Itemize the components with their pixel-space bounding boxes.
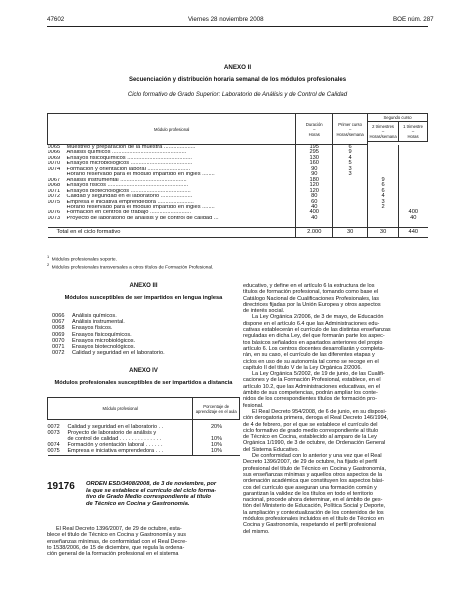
cell-hours: 40 (296, 205, 333, 210)
journal-issue: BOE núm. 287 (393, 16, 434, 23)
text-line: tivo de Grado Medio correspondiente al título (86, 494, 211, 501)
module-name-cell: 0074 Formación y orientación laboral ........................... (47, 166, 191, 172)
list-item: 0067 Análisis instrumental. (52, 319, 125, 326)
text-line: rán, en su caso, el currículo de las diferentes etapas y (243, 352, 375, 359)
text-line: la ampliación y contextualización de los contenidos de los (243, 509, 384, 516)
text-line: cativas establecerán el currículo de las distintas enseñanzas (243, 327, 391, 334)
col-two-terms: 2 trimestres – Horas/semana (368, 122, 399, 142)
cell-hours: 90 (296, 172, 333, 177)
order-title (86, 481, 242, 507)
module-name-cell: 0073 Proyecto de laboratorio de análisis y (47, 429, 157, 436)
annex3-subtitle: Módulos susceptibles de ser impartidos en lengua inglesa (64, 295, 223, 301)
text-line: El Real Decreto 954/2008, de 6 de junio, en su disposi- (252, 408, 387, 415)
annex4-subtitle: Módulos profesionales susceptibles de ser impartidos a distancia (54, 380, 233, 386)
module-name-cell: 0075 Empresa e iniciativa emprendedora ....................... (47, 199, 194, 205)
text-line: cos del currículo que aseguran una formación común y (243, 484, 377, 491)
col-one-term: 1 trimestre – Horas (399, 122, 428, 142)
text-line: blece el título de Técnico en Cocina y Gastronomía y sus (47, 532, 186, 539)
cell-first: 3 (333, 172, 368, 177)
text-line: profesional del título de Técnico en Cocina y Gastronomía, (243, 465, 386, 472)
col-module: Módulo profesional (48, 114, 296, 145)
cell-first: 9 (333, 150, 368, 155)
text-line: del Sistema Educativo. (243, 446, 299, 453)
cell-second: 4 (368, 194, 399, 199)
cell-percentage: 20% (193, 424, 240, 430)
text-line: ciclo formativo de grado medio correspondiente al título (243, 427, 379, 434)
list-item: 0070 Ensayos microbiológicos. (52, 337, 136, 344)
right-column-text (243, 283, 429, 535)
text-line: nidos de los correspondientes títulos de formación pro- (243, 396, 377, 403)
cell-percentage: 10% (193, 436, 240, 442)
text-line: artículo 10.2, que las Administraciones educativas, en el (243, 383, 380, 390)
cell-second: 6 (368, 189, 399, 194)
list-item: 0072 Calidad y seguridad en el laboratorio. (52, 350, 165, 357)
cell-hours: 400 (296, 210, 333, 215)
text-line: caciones y de la Formación Profesional, establece, en el (243, 377, 381, 384)
annex2-title: ANEXO II (223, 64, 252, 71)
module-name-cell: 0072 Calidad y seguridad en el laboratorio .................... (47, 194, 193, 200)
text-line: reguladas en dicha Ley, del que formarán parte los aspec- (243, 333, 385, 340)
text-line: Catálogo Nacional de Cualificaciones Profesionales, las (243, 295, 380, 302)
text-line: módulos profesionales incluidos en el título de Técnico en (243, 515, 384, 522)
list-item: 0068 Ensayos físicos. (52, 325, 113, 332)
cell-hours: 180 (296, 178, 333, 183)
list-item: 0071 Ensayos biotecnológicos. (52, 344, 136, 351)
module-name-cell: 0076 Formación en centros de trabajo .......................... (47, 210, 192, 216)
text-line: fesional. (243, 402, 264, 409)
text-line: del mismo. (243, 528, 270, 535)
col-percentage: Porcentaje de aprendizaje en el aula (193, 398, 240, 420)
text-line: ORDEN ESD/3408/2008, de 3 de noviembre, por (86, 481, 217, 487)
text-line: sus enseñanzas mínimas y aquellos otros aspectos de la (243, 471, 383, 478)
list-item: 0069 Ensayos fisicoquímicos. (52, 331, 132, 338)
module-name-cell: de control de calidad . . . . . . . . . . . . . . (67, 435, 162, 442)
text-line: de interés social. (243, 308, 285, 315)
text-line: La Ley Orgánica 2/2006, de 3 de mayo, de Educación (252, 314, 384, 321)
module-name-cell: 0067 Análisis instrumental .......................................... (47, 177, 187, 183)
text-line: enseñanzas mínimas, de conformidad con el Real Decre- (47, 538, 188, 545)
text-line: to 1538/2006, de 15 de diciembre, que regula la ordena- (47, 544, 185, 551)
cell-hours: 40 (296, 216, 333, 221)
cell-hours: 160 (296, 161, 333, 166)
cell-percentage: 10% (193, 448, 240, 455)
cell-hours: 295 (296, 150, 333, 155)
cell-hours: 130 (296, 156, 333, 161)
text-line: Orgánica 1/1990, de 3 de octubre, de Ordenación General (243, 440, 386, 447)
text-line: ordenación académica que constituyen los aspectos bási- (243, 478, 384, 485)
text-line: capítulo II del título V de la Ley Orgánica 2/2006. (243, 364, 362, 371)
module-name-cell: 0068 Ensayos físicos ................................................... (47, 183, 189, 189)
annex3-list (52, 313, 165, 356)
text-line: ámbito de sus competencias, podrán ampliar los conte- (243, 390, 378, 397)
text-line: dispone en el artículo 6.4 que las Administraciones edu- (243, 320, 380, 327)
annex4-title: ANEXO IV (129, 368, 158, 374)
text-line: Decreto 1396/2007, de 29 de octubre, ha fijado el perfil (243, 459, 378, 466)
cell-third: 400 (399, 210, 428, 215)
cell-second: 3 (368, 200, 399, 205)
cell-first: 5 (333, 161, 368, 166)
text-line: de Técnico en Cocina, establecido al amparo de la Ley (243, 434, 377, 441)
order-number: 19176 (47, 481, 75, 492)
text-line: ciclos en uso de su autonomía tal como se recoge en el (243, 358, 379, 365)
text-line: artículo 6. Los centros docentes desarrollarán y completa- (243, 345, 385, 352)
module-name-cell: 0071 Ensayos biotecnológicos ...................................... (47, 188, 191, 194)
module-name-cell: 0070 Ensayos microbiológicos ....................................... (47, 161, 193, 167)
annex4-table (47, 397, 240, 456)
text-line: ción general de la formación profesional en el sistema (47, 551, 179, 558)
text-line: tión del Ministerio de Educación, Política Social y Deporte, (243, 503, 386, 510)
text-line: directrices fijadas por la Unión Europea y otros aspectos (243, 301, 381, 308)
text-line: De conformidad con lo anterior y una vez que el Real (252, 453, 382, 460)
footnote-1: $^1$ Módulos profesionales soporte. (47, 254, 117, 262)
text-line: de Técnico en Cocina y Gastronomía. (86, 500, 190, 507)
cell-second: 2 (368, 205, 399, 210)
text-line: la que se establece el currículo del ciclo forma- (86, 487, 217, 494)
annex3-title: ANEXO III (129, 283, 158, 289)
col-first-year: Primer curso – Horas/semana (333, 114, 368, 145)
module-name-cell: Horario reservado para el módulo impartido en inglés ........ (66, 204, 215, 210)
text-line: educativo, y define en el artículo 6 la estructura de los (243, 283, 375, 289)
cell-hours: 80 (296, 194, 333, 199)
module-name-cell: 0072 Calidad y seguridad en el laboratorio . . (47, 423, 164, 430)
order-intro-paragraph (47, 526, 240, 557)
cell-first: 3 (333, 167, 368, 172)
module-name-cell: 0073 Proyecto de laboratorio de análisis y de control de calidad ... (47, 215, 219, 221)
text-line: El Real Decreto 1396/2007, de 29 de octubre, esta- (56, 526, 182, 532)
text-line: ción derogatoria primera, deroga el Real Decreto 146/1994, (243, 415, 389, 422)
text-line: tos básicos señalados en apartados anteriores del propio (243, 339, 383, 346)
col-module-distance: Módulo profesional (48, 398, 193, 420)
cell-percentage: 10% (193, 442, 240, 448)
table-total-row: Total en el ciclo formativo 2.000 30 30 440 (48, 227, 428, 237)
annex2-cycle: Ciclo formativo de Grado Superior: Laboratorio de Análisis y de Control de Calidad (127, 92, 348, 98)
text-line: Cocina y Gastronomía, respetando el perfil profesional (243, 522, 376, 529)
text-line: garantizan la validez de los títulos en todo el territorio (243, 490, 373, 497)
module-name-cell: 0069 Ensayos fisicoquímicos ......................................... (47, 155, 192, 161)
cell-second: 9 (368, 178, 399, 183)
text-line: títulos de formación profesional, tomando como base el (243, 289, 379, 296)
module-name-cell: 0066 Análisis químicos ............................................... (47, 150, 187, 156)
page-date: Viernes 28 noviembre 2008 (188, 16, 264, 23)
text-line: La Ley Orgánica 5/2002, de 19 de junio, de las Cualifi- (252, 371, 385, 378)
cell-first: 6 (333, 145, 368, 151)
module-name-cell: Horario reservado para el módulo impartido en inglés ........ (66, 172, 215, 178)
cell-first: 4 (333, 156, 368, 161)
cell-third: 40 (399, 216, 428, 221)
annex2-table (47, 113, 428, 238)
header-rule (47, 26, 428, 27)
module-name-cell: 0065 Muestreo y preparación de la muestra .................... (47, 144, 196, 150)
module-name-cell: 0074 Formación y orientación laboral . . . . . . (47, 442, 163, 449)
cell-hours: 195 (296, 145, 333, 151)
cell-hours: 120 (296, 189, 333, 194)
col-duration: Duración – Horas (296, 114, 333, 145)
annex2-subtitle: Secuenciación y distribución horaria semanal de los módulos profesionales (128, 77, 347, 83)
text-line: de 4 de febrero, por el que se establece el currículo del (243, 421, 378, 428)
col-second-year: Segundo curso (368, 114, 428, 122)
text-line: nacional, procede ahora determinar, en el ámbito de ges- (243, 497, 383, 504)
module-name-cell: 0075 Empresa e iniciativa emprendedora . . . (48, 448, 193, 455)
cell-hours: 90 (296, 167, 333, 172)
page-number: 47602 (47, 16, 65, 23)
footnote-2: $^2$ Módulos profesionales transversales a otros títulos de Formación Profesional. (47, 262, 214, 270)
cell-second: 6 (368, 183, 399, 188)
cell-hours: 60 (296, 200, 333, 205)
table-row (48, 448, 240, 455)
list-item: 0066 Análisis químicos. (52, 313, 117, 319)
cell-hours: 120 (296, 183, 333, 188)
